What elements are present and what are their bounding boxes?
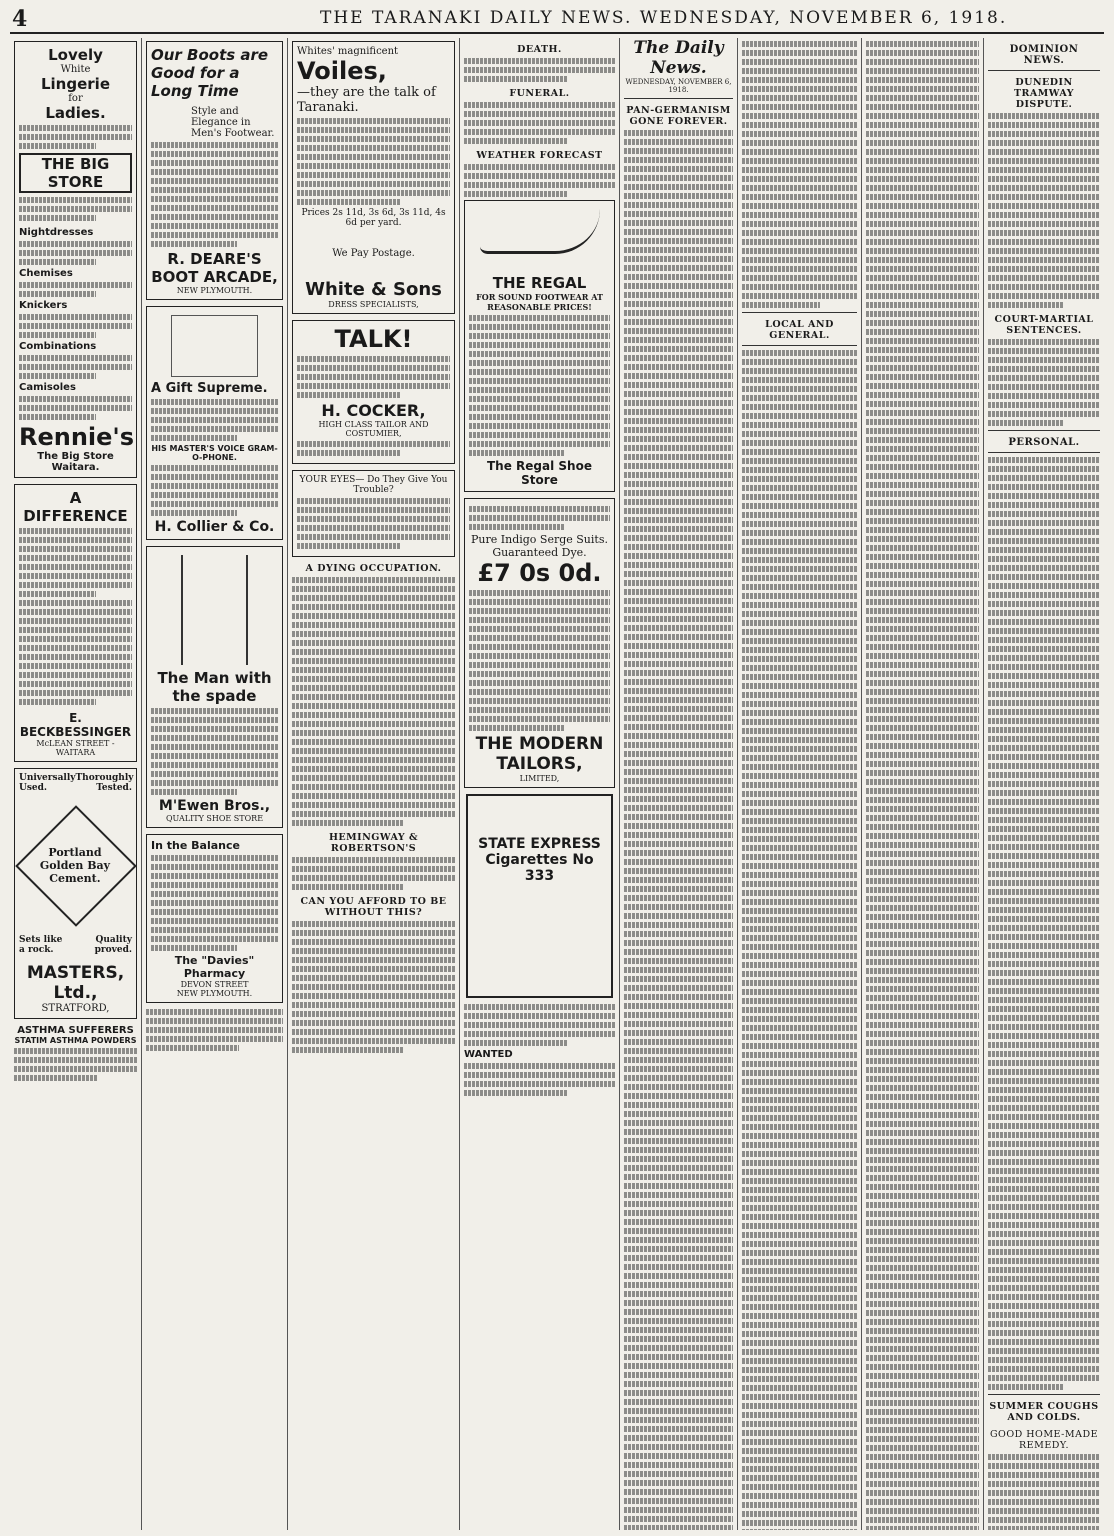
editorial-date: WEDNESDAY, NOVEMBER 6, 1918. <box>625 78 732 94</box>
ad-heading: A DIFFERENCE <box>23 489 128 525</box>
ads-column-1 <box>10 38 142 1530</box>
ad-price: £7 0s 0d. <box>477 559 602 587</box>
section-heading: PERSONAL. <box>1008 437 1080 448</box>
editorial-column <box>620 38 738 1530</box>
article-subheadline: GOOD HOME-MADE REMEDY. <box>989 1429 1099 1451</box>
news-column-8 <box>984 38 1104 1530</box>
balance-ad <box>146 834 283 1003</box>
article-headline: COURT-MARTIAL SENTENCES. <box>994 314 1094 336</box>
ad-text: DRESS SPECIALISTS, <box>328 300 419 309</box>
ad-text: Sets like a rock. <box>19 935 63 955</box>
article-headline: HEMINGWAY & ROBERTSON'S <box>328 832 419 854</box>
ad-heading: H. Collier & Co. <box>154 519 275 535</box>
ad-heading: STATE EXPRESS Cigarettes No 333 <box>478 836 601 884</box>
notice-heading: DEATH. <box>517 44 562 55</box>
eyes-ad <box>292 470 455 557</box>
boots-ad <box>146 41 283 300</box>
notice-heading: FUNERAL. <box>509 88 570 99</box>
ad-text: Thoroughly <box>75 773 134 783</box>
big-store-logo: THE BIG STORE <box>19 153 132 193</box>
ad-text: Whites' magnificent <box>297 46 399 57</box>
modern-tailors-ad <box>464 498 615 788</box>
article-headline: A DYING OCCUPATION. <box>305 563 442 574</box>
ad-text: LIMITED, <box>519 774 560 783</box>
ad-heading: A Gift Supreme. <box>151 381 268 396</box>
ads-column-2 <box>142 38 288 1530</box>
masthead <box>10 4 1104 34</box>
ad-heading: WANTED <box>464 1049 513 1060</box>
news-column-7 <box>862 38 984 1530</box>
ad-text: The Big Store Waitara. <box>37 451 114 473</box>
page-number: 4 <box>12 6 28 32</box>
ad-text: Lovely <box>48 46 103 64</box>
ad-text: STATIM ASTHMA POWDERS <box>14 1036 137 1045</box>
ad-item: Chemises <box>19 268 73 279</box>
section-heading: DOMINION NEWS. <box>1009 44 1079 66</box>
ad-text: Tested. <box>96 783 132 793</box>
section-heading: LOCAL AND GENERAL. <box>765 319 834 341</box>
editorial-body <box>624 130 733 1530</box>
ad-text: NEW PLYMOUTH. <box>176 989 253 998</box>
article-headline: SUMMER COUGHS AND COLDS. <box>989 1401 1099 1423</box>
ad-heading: H. COCKER, <box>321 401 426 420</box>
ad-item: Camisoles <box>19 382 76 393</box>
ad-text: NEW PLYMOUTH. <box>176 286 253 295</box>
asthma-ad <box>14 1025 137 1081</box>
ad-heading: TALK! <box>334 325 413 353</box>
ad-text: QUALITY SHOE STORE <box>165 814 264 823</box>
gramophone-icon <box>171 315 258 377</box>
ad-heading: Our Boots are Good for a Long Time <box>151 46 269 100</box>
ad-text: —they are the talk of Taranaki. <box>297 85 436 115</box>
nameplate: The Daily News. <box>633 38 724 78</box>
ad-text: for <box>68 93 83 104</box>
ad-text: HIGH CLASS TAILOR AND COSTUMIER, <box>318 420 429 438</box>
ad-text: FOR SOUND FOOTWEAR AT REASONABLE PRICES! <box>476 292 603 312</box>
ad-heading: ASTHMA SUFFERERS <box>17 1025 134 1036</box>
ad-heading: E. BECKBESSINGER <box>19 711 132 739</box>
cigarette-pack-ad <box>466 794 613 998</box>
ad-heading: The "Davies" Pharmacy <box>174 954 255 980</box>
ad-heading: The Regal Shoe Store <box>487 459 592 487</box>
cement-diamond <box>15 805 137 927</box>
cocker-ad <box>292 320 455 464</box>
ads-column-3 <box>288 38 460 1530</box>
lingerie-ad <box>14 41 137 478</box>
ads-column-4 <box>460 38 620 1530</box>
notice-heading: WEATHER FORECAST <box>476 150 603 161</box>
ad-text: White <box>60 64 91 75</box>
gramophone-ad <box>146 306 283 540</box>
cement-ad <box>14 768 137 1019</box>
ad-text: Style and Elegance in Men's Footwear. <box>191 106 275 139</box>
ad-text: Portland Golden Bay Cement. <box>39 846 110 886</box>
ad-item: Combinations <box>19 341 97 352</box>
ad-text: HIS MASTER'S VOICE GRAM-O-PHONE. <box>151 444 278 462</box>
ad-heading: THE MODERN TAILORS, <box>475 734 604 774</box>
ad-text: McLEAN STREET - WAITARA <box>36 739 115 757</box>
ad-text: Ladies. <box>45 104 106 122</box>
newspaper-title: THE TARANAKI DAILY NEWS. WEDNESDAY, NOVEMBER 6, 1918. <box>320 8 1008 28</box>
voiles-ad <box>292 41 455 314</box>
ad-heading: MASTERS, Ltd., <box>26 963 125 1003</box>
ad-heading: R. DEARE'S BOOT ARCADE, <box>151 250 278 286</box>
difference-ad <box>14 484 137 762</box>
ad-heading: In the Balance <box>151 839 240 852</box>
article-headline: DUNEDIN TRAMWAY DISPUTE. <box>1013 77 1075 110</box>
ad-text: DEVON STREET <box>180 980 249 989</box>
rennies-logo: Rennie's <box>19 423 135 451</box>
ad-heading: Voiles, <box>297 57 387 85</box>
article-headline: CAN YOU AFFORD TO BE WITHOUT THIS? <box>300 896 447 918</box>
shoe-icon <box>480 209 600 254</box>
ad-text: We Pay Postage. <box>332 248 415 259</box>
ad-text: Prices 2s 11d, 3s 6d, 3s 11d, 4s 6d per yard. <box>301 208 446 228</box>
spade-ad <box>146 546 283 828</box>
man-with-spade-icon <box>181 555 248 665</box>
ad-heading: The Man with the spade <box>157 669 272 705</box>
ad-text: Pure Indigo Serge Suits. Guaranteed Dye. <box>471 533 608 559</box>
ad-heading: White & Sons <box>305 279 442 300</box>
ad-item: Knickers <box>19 300 68 311</box>
ad-text: Universally <box>19 773 76 783</box>
ad-heading: M'Ewen Bros., <box>158 798 271 814</box>
news-column-6 <box>738 38 862 1530</box>
ad-text: Used. <box>19 783 48 793</box>
ad-item: Nightdresses <box>19 227 94 238</box>
regal-ad <box>464 200 615 492</box>
ad-text: Quality proved. <box>94 935 132 955</box>
ad-text: Lingerie <box>40 75 110 93</box>
ad-heading: THE REGAL <box>492 274 587 292</box>
editorial-headline: PAN-GERMANISM GONE FOREVER. <box>626 105 731 127</box>
ad-heading: YOUR EYES— Do They Give You Trouble? <box>299 475 448 495</box>
ad-text: STRATFORD, <box>41 1003 110 1014</box>
